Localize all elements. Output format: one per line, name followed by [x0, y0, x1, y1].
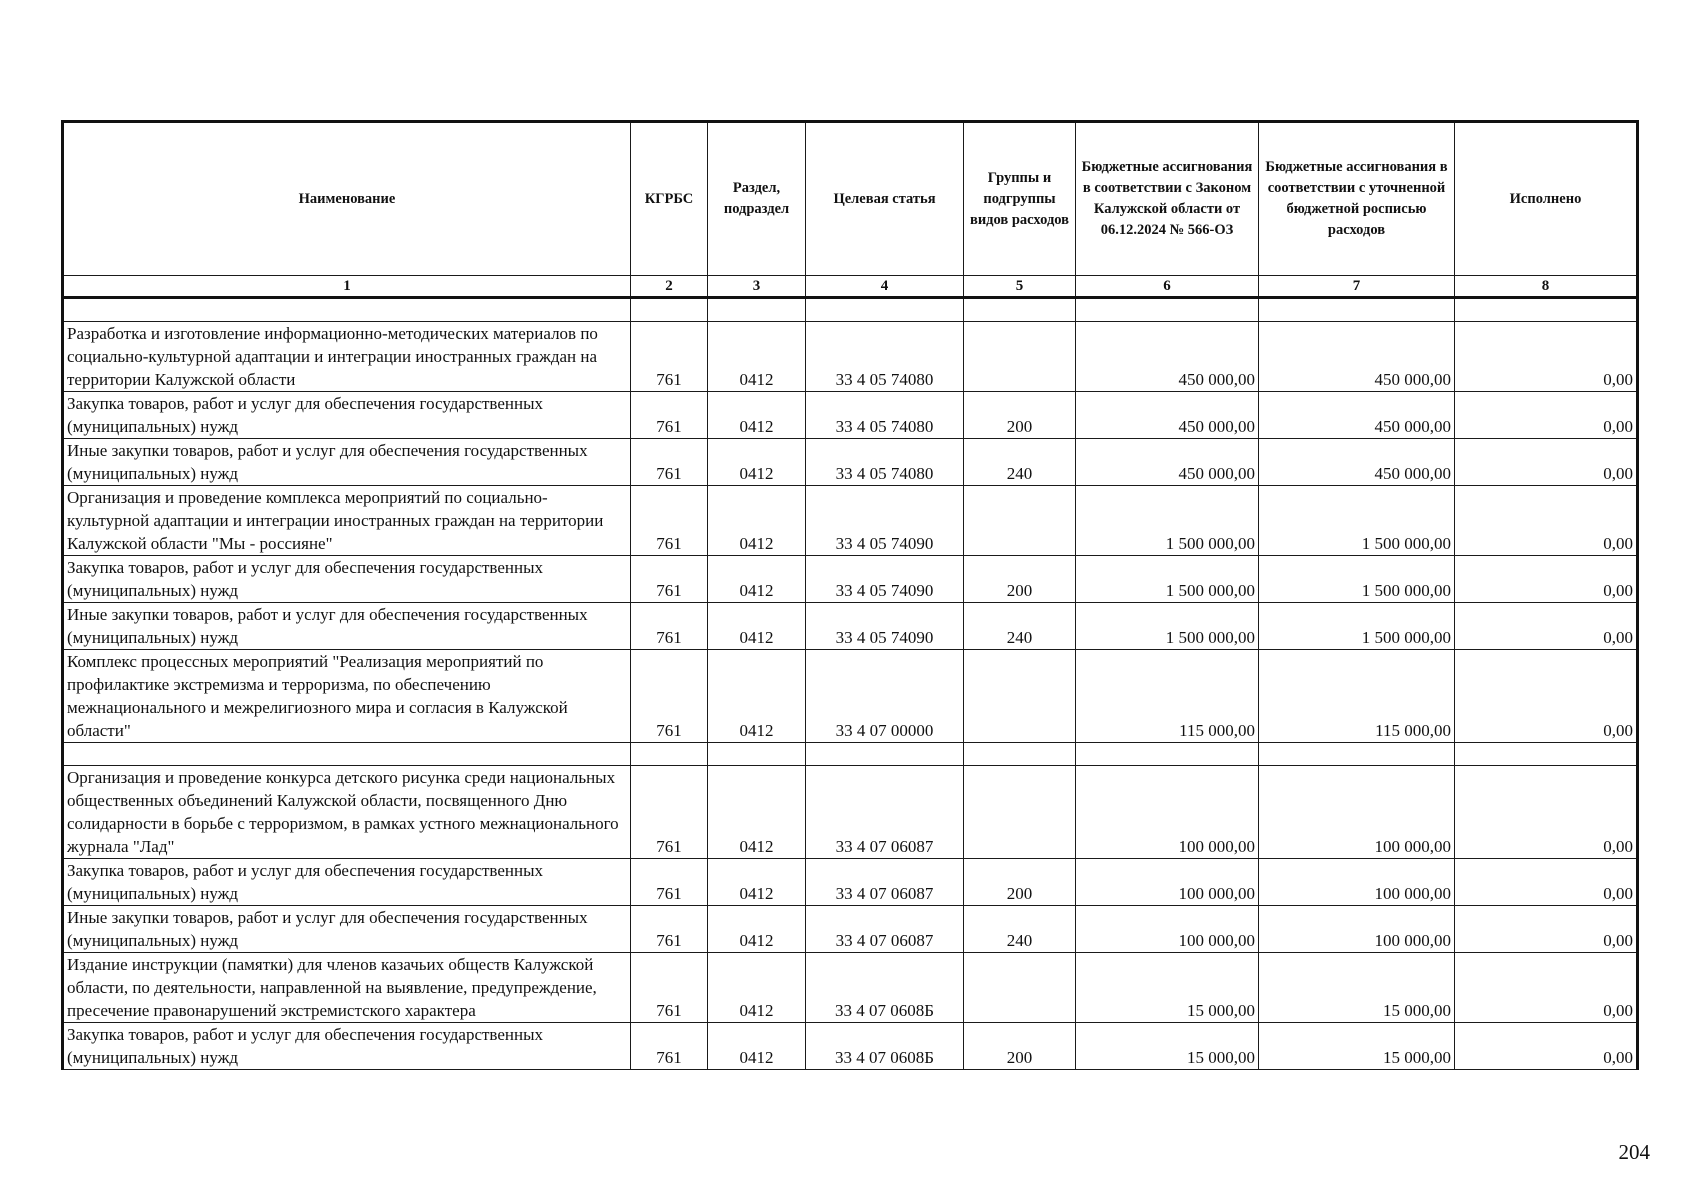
- row-target-cell: 33 4 07 00000: [806, 650, 964, 743]
- row-executed-amount-cell: 0,00: [1455, 439, 1638, 486]
- row-executed-amount-cell: 0,00: [1455, 603, 1638, 650]
- row-name-cell: Организация и проведение комплекса мероприятий по социально-культурной адаптации и интеграции иностранных граждан на территории Калужской области "Мы - россияне": [63, 486, 631, 556]
- row-kgrbs-cell: 761: [631, 392, 708, 439]
- row-section-cell: 0412: [708, 766, 806, 859]
- row-law-amount-cell: 450 000,00: [1076, 322, 1259, 392]
- header-section: Раздел, подраздел: [708, 122, 806, 276]
- table-row: [63, 439, 1638, 486]
- header-groups: Группы и подгруппы видов расходов: [964, 122, 1076, 276]
- row-roster-amount-cell: 450 000,00: [1259, 322, 1455, 392]
- row-section-cell: 0412: [708, 906, 806, 953]
- table-row: [63, 322, 1638, 392]
- row-name-cell: Разработка и изготовление информационно-методических материалов по социально-культурной адаптации и интеграции иностранных граждан на территории Калужской области: [63, 322, 631, 392]
- row-kgrbs-cell: 761: [631, 439, 708, 486]
- row-target-cell: 33 4 05 74080: [806, 322, 964, 392]
- row-kgrbs-cell: 761: [631, 953, 708, 1023]
- column-number: 7: [1259, 276, 1455, 298]
- column-number: 3: [708, 276, 806, 298]
- row-section-cell: 0412: [708, 859, 806, 906]
- row-target-cell: 33 4 05 74090: [806, 486, 964, 556]
- row-group-cell: [964, 650, 1076, 743]
- row-executed-amount-cell: 0,00: [1455, 556, 1638, 603]
- header-law: Бюджетные ассигнования в соответствии с Законом Калужской области от 06.12.2024 № 566-ОЗ: [1076, 122, 1259, 276]
- header-target: Целевая статья: [806, 122, 964, 276]
- row-section-cell: 0412: [708, 486, 806, 556]
- row-group-cell: [964, 766, 1076, 859]
- row-roster-amount-cell: 15 000,00: [1259, 953, 1455, 1023]
- column-number: 4: [806, 276, 964, 298]
- row-roster-amount-cell: 100 000,00: [1259, 906, 1455, 953]
- row-roster-amount-cell: 450 000,00: [1259, 392, 1455, 439]
- row-roster-amount-cell: 100 000,00: [1259, 859, 1455, 906]
- budget-table: [61, 120, 1639, 1070]
- row-kgrbs-cell: 761: [631, 1023, 708, 1070]
- row-section-cell: 0412: [708, 439, 806, 486]
- row-kgrbs-cell: 761: [631, 486, 708, 556]
- table-row: [63, 486, 1638, 556]
- row-group-cell: 200: [964, 859, 1076, 906]
- table-body: [63, 298, 1638, 1070]
- row-section-cell: 0412: [708, 322, 806, 392]
- row-name-cell: Иные закупки товаров, работ и услуг для обеспечения государственных (муниципальных) нужд: [63, 906, 631, 953]
- row-group-cell: [964, 322, 1076, 392]
- row-executed-amount-cell: 0,00: [1455, 1023, 1638, 1070]
- spacer-row: [63, 298, 1638, 322]
- row-executed-amount-cell: 0,00: [1455, 322, 1638, 392]
- row-law-amount-cell: 450 000,00: [1076, 439, 1259, 486]
- row-roster-amount-cell: 1 500 000,00: [1259, 603, 1455, 650]
- row-roster-amount-cell: 450 000,00: [1259, 439, 1455, 486]
- row-target-cell: 33 4 07 06087: [806, 766, 964, 859]
- row-roster-amount-cell: 1 500 000,00: [1259, 486, 1455, 556]
- row-roster-amount-cell: 115 000,00: [1259, 650, 1455, 743]
- row-name-cell: Издание инструкции (памятки) для членов казачьих обществ Калужской области, по деятельности, направленной на выявление, предупреждение, пресечение правонарушений экстремистского характера: [63, 953, 631, 1023]
- row-group-cell: 200: [964, 392, 1076, 439]
- page-number: 204: [1618, 1140, 1650, 1164]
- row-law-amount-cell: 15 000,00: [1076, 953, 1259, 1023]
- row-name-cell: Закупка товаров, работ и услуг для обеспечения государственных (муниципальных) нужд: [63, 556, 631, 603]
- row-target-cell: 33 4 05 74090: [806, 603, 964, 650]
- row-name-cell: Иные закупки товаров, работ и услуг для обеспечения государственных (муниципальных) нужд: [63, 603, 631, 650]
- row-executed-amount-cell: 0,00: [1455, 906, 1638, 953]
- row-section-cell: 0412: [708, 953, 806, 1023]
- row-law-amount-cell: 1 500 000,00: [1076, 556, 1259, 603]
- table-row: [63, 766, 1638, 859]
- row-roster-amount-cell: 100 000,00: [1259, 766, 1455, 859]
- header-roster: Бюджетные ассигнования в соответствии с уточненной бюджетной росписью расходов: [1259, 122, 1455, 276]
- row-law-amount-cell: 1 500 000,00: [1076, 603, 1259, 650]
- row-executed-amount-cell: 0,00: [1455, 859, 1638, 906]
- row-section-cell: 0412: [708, 1023, 806, 1070]
- column-number: 2: [631, 276, 708, 298]
- row-roster-amount-cell: 1 500 000,00: [1259, 556, 1455, 603]
- row-kgrbs-cell: 761: [631, 766, 708, 859]
- row-target-cell: 33 4 07 0608Б: [806, 953, 964, 1023]
- row-group-cell: [964, 953, 1076, 1023]
- header-kgrbs: КГРБС: [631, 122, 708, 276]
- row-kgrbs-cell: 761: [631, 906, 708, 953]
- row-section-cell: 0412: [708, 556, 806, 603]
- table-row: [63, 1023, 1638, 1070]
- row-section-cell: 0412: [708, 650, 806, 743]
- header-executed: Исполнено: [1455, 122, 1638, 276]
- row-target-cell: 33 4 05 74080: [806, 392, 964, 439]
- column-number: 8: [1455, 276, 1638, 298]
- table-row: [63, 650, 1638, 743]
- row-name-cell: Закупка товаров, работ и услуг для обеспечения государственных (муниципальных) нужд: [63, 859, 631, 906]
- row-group-cell: 200: [964, 1023, 1076, 1070]
- row-name-cell: Закупка товаров, работ и услуг для обеспечения государственных (муниципальных) нужд: [63, 392, 631, 439]
- row-group-cell: 240: [964, 439, 1076, 486]
- row-law-amount-cell: 115 000,00: [1076, 650, 1259, 743]
- row-law-amount-cell: 450 000,00: [1076, 392, 1259, 439]
- row-target-cell: 33 4 07 06087: [806, 859, 964, 906]
- row-law-amount-cell: 100 000,00: [1076, 906, 1259, 953]
- row-kgrbs-cell: 761: [631, 650, 708, 743]
- spacer-row: [63, 743, 1638, 766]
- row-name-cell: Организация и проведение конкурса детского рисунка среди национальных общественных объединений Калужской области, посвященного Дню солидарности в борьбе с терроризмом, в рамках устного межнационального журнала "Лад": [63, 766, 631, 859]
- row-kgrbs-cell: 761: [631, 556, 708, 603]
- row-section-cell: 0412: [708, 603, 806, 650]
- header-name: Наименование: [63, 122, 631, 276]
- row-section-cell: 0412: [708, 392, 806, 439]
- row-target-cell: 33 4 05 74090: [806, 556, 964, 603]
- row-name-cell: Комплекс процессных мероприятий "Реализация мероприятий по профилактике экстремизма и терроризма, по обеспечению межнационального и межрелигиозного мира и согласия в Калужской области": [63, 650, 631, 743]
- row-executed-amount-cell: 0,00: [1455, 650, 1638, 743]
- row-law-amount-cell: 1 500 000,00: [1076, 486, 1259, 556]
- table-row: [63, 859, 1638, 906]
- row-law-amount-cell: 15 000,00: [1076, 1023, 1259, 1070]
- row-group-cell: 200: [964, 556, 1076, 603]
- table-row: [63, 953, 1638, 1023]
- table-row: [63, 603, 1638, 650]
- row-group-cell: 240: [964, 603, 1076, 650]
- row-executed-amount-cell: 0,00: [1455, 392, 1638, 439]
- header-row: [63, 122, 1638, 276]
- row-name-cell: Иные закупки товаров, работ и услуг для обеспечения государственных (муниципальных) нужд: [63, 439, 631, 486]
- column-number: 1: [63, 276, 631, 298]
- table-row: [63, 392, 1638, 439]
- row-roster-amount-cell: 15 000,00: [1259, 1023, 1455, 1070]
- row-group-cell: 240: [964, 906, 1076, 953]
- row-group-cell: [964, 486, 1076, 556]
- row-kgrbs-cell: 761: [631, 603, 708, 650]
- row-kgrbs-cell: 761: [631, 859, 708, 906]
- row-name-cell: Закупка товаров, работ и услуг для обеспечения государственных (муниципальных) нужд: [63, 1023, 631, 1070]
- column-number-row: [63, 276, 1638, 298]
- table-row: [63, 556, 1638, 603]
- row-target-cell: 33 4 07 06087: [806, 906, 964, 953]
- row-target-cell: 33 4 07 0608Б: [806, 1023, 964, 1070]
- row-kgrbs-cell: 761: [631, 322, 708, 392]
- column-number: 5: [964, 276, 1076, 298]
- column-number: 6: [1076, 276, 1259, 298]
- row-law-amount-cell: 100 000,00: [1076, 766, 1259, 859]
- row-executed-amount-cell: 0,00: [1455, 953, 1638, 1023]
- row-executed-amount-cell: 0,00: [1455, 486, 1638, 556]
- table-row: [63, 906, 1638, 953]
- row-target-cell: 33 4 05 74080: [806, 439, 964, 486]
- row-executed-amount-cell: 0,00: [1455, 766, 1638, 859]
- row-law-amount-cell: 100 000,00: [1076, 859, 1259, 906]
